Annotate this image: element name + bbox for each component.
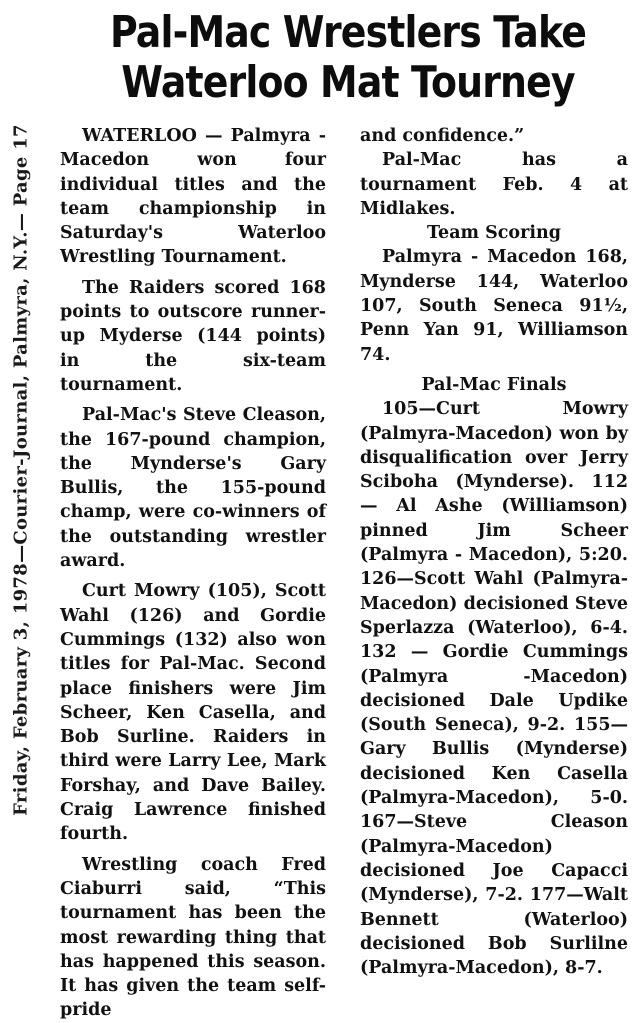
paragraph: Pal-Mac has a tournament Feb. 4 at Midlakes. [360, 150, 628, 219]
paragraph: Curt Mowry (105), Scott Wahl (126) and Gordie Cummings (132) also won titles for Pal-Mac. Second place finishers were Jim Scheer, Ken Casella, and Bob Surline. Raiders in third were Larry Lee, Mark Forshay, and Dave Bailey. Craig Lawrence finished fourth. [60, 581, 326, 845]
article-column-1 [60, 124, 326, 1023]
page-dateline: Friday, February 3, 1978—Courier-Journal, Palmyra, N.Y.— Page 17 [10, 124, 32, 816]
paragraph: The Raiders scored 168 points to outscore runner-up Myderse (144 points) in the six-team tournament. [60, 277, 326, 395]
article-column-2 [360, 124, 628, 980]
article-headline [99, 8, 598, 108]
section-subhead-team-scoring: Team Scoring [427, 223, 561, 244]
paragraph: Palmyra - Macedon 168, Mynderse 144, Waterloo 107, South Seneca 91½, Penn Yan 91, Williamson 74. [360, 247, 628, 365]
paragraph: Pal-Mac's Steve Cleason, the 167-pound champion, the Mynderse's Gary Bullis, the 155-pound champ, were co-winners of the outstanding wrestler award. [60, 405, 326, 572]
page-dateline-margin [0, 0, 42, 935]
paragraph: WATERLOO — Palmyra - Macedon won four individual titles and the team championship in Saturday's Waterloo Wrestling Tournament. [60, 126, 326, 268]
paragraph: 105—Curt Mowry (Palmyra-Macedon) won by disqualification over Jerry Sciboha (Mynderse). 112 — Al Ashe (Williamson) pinned Jim Scheer (Palmyra - Macedon), 5:20. 126—Scott Wahl (Palmyra-Macedon) decisioned Steve Sperlazza (Waterloo), 6-4. 132 — Gordie Cummings (Palmyra -Macedon) decisioned Dale Updike (South Seneca), 9-2. 155—Gary Bullis (Mynderse) decisioned Ken Casella (Palmyra-Macedon), 5-0. 167—Steve Cleason (Palmyra-Macedon) decisioned Joe Capacci (Mynderse), 7-2. 177—Walt Bennett (Waterloo) decisioned Bob Surlilne (Palmyra-Macedon), 8-7. [360, 399, 628, 979]
paragraph: Wrestling coach Fred Ciaburri said, “This tournament has been the most rewarding thing that has happened this season. It has given the team self-pride [60, 854, 326, 1021]
headline-line-1: Pal-Mac Wrestlers Take [109, 7, 587, 58]
section-subhead-finals: Pal-Mac Finals [421, 374, 567, 395]
paragraph: and confidence.” [360, 126, 525, 146]
headline-line-2: Waterloo Mat Tourney [121, 57, 575, 108]
